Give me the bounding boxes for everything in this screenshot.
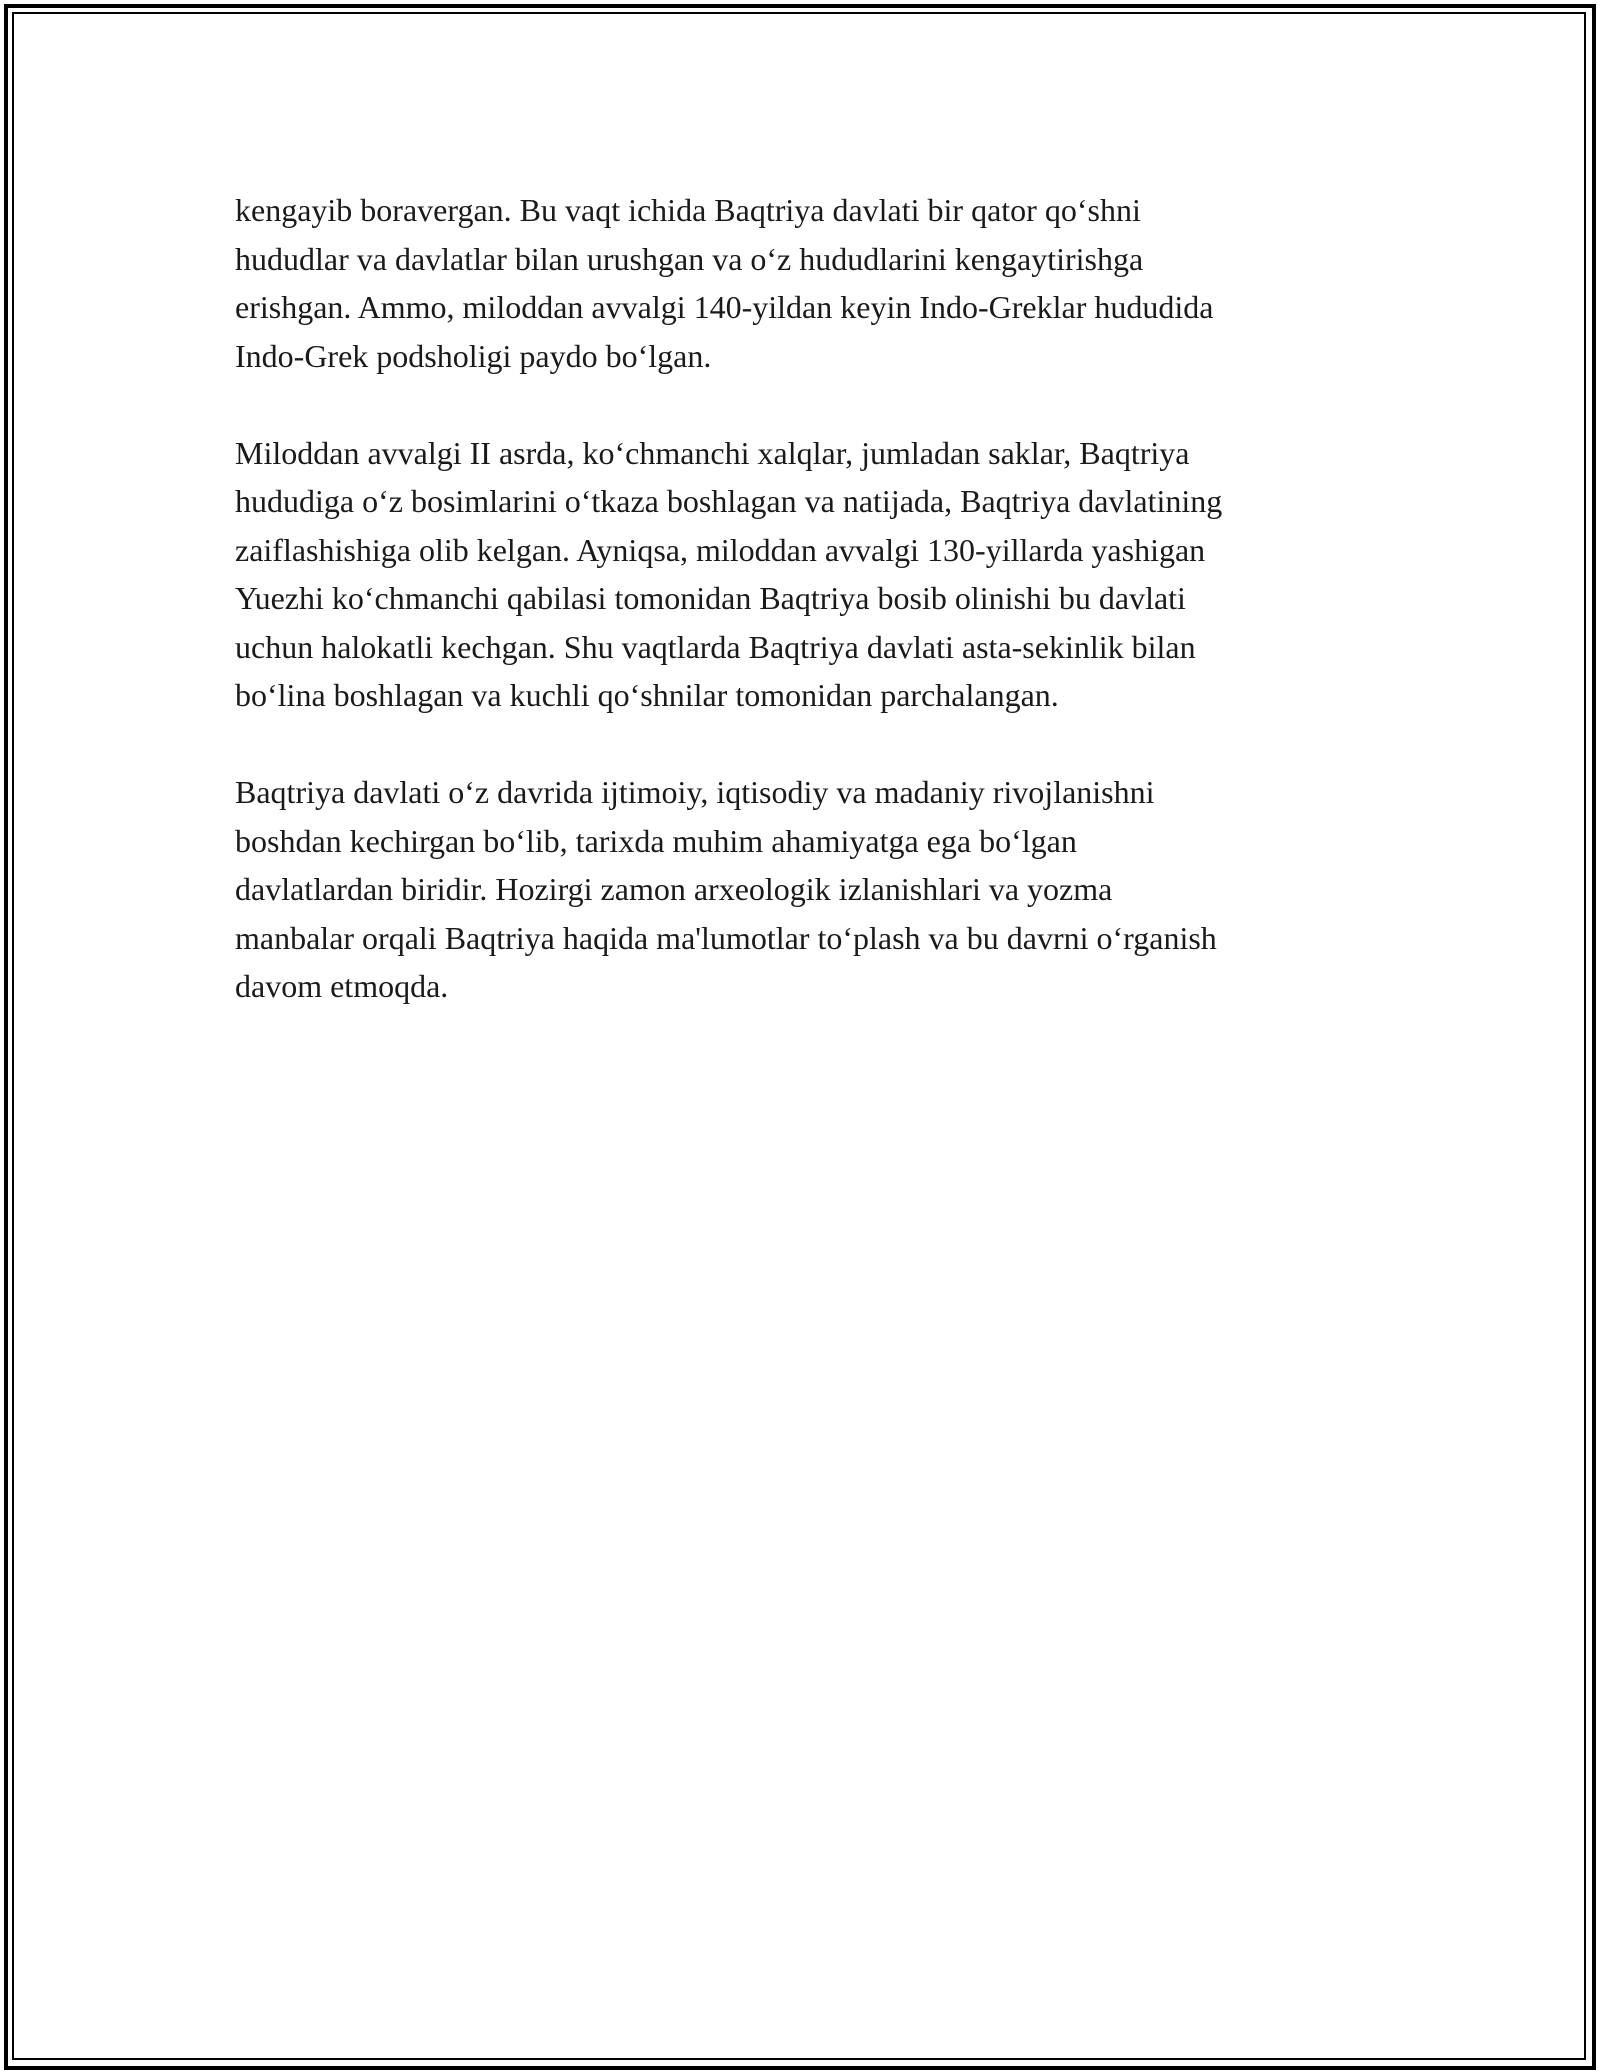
text-line: Yuezhi ko‘chmanchi qabilasi tomonidan Baqtriya bosib olinishi bu davlati — [235, 580, 1186, 616]
text-line: hududlar va davlatlar bilan urushgan va o‘z hududlarini kengaytirishga — [235, 240, 1144, 277]
text-line: bo‘lina boshlagan va kuchli qo‘shnilar tomonidan parchalangan. — [235, 677, 1059, 713]
text-line: erishgan. Ammo, miloddan avvalgi 140-yildan keyin Indo-Greklar hududida — [235, 289, 1214, 325]
paragraph-3 — [235, 768, 1395, 1011]
text-line: boshdan kechirgan bo‘lib, tarixda muhim ahamiyatga ega bo‘lgan — [235, 822, 1077, 859]
paragraph-2 — [235, 429, 1395, 720]
document-body — [235, 186, 1395, 1059]
text-line: Baqtriya davlati o‘z davrida ijtimoiy, iqtisodiy va madaniy rivojlanishni — [235, 774, 1155, 810]
text-line: kengayib boravergan. Bu vaqt ichida Baqtriya davlati bir qator qo‘shni — [235, 192, 1141, 228]
text-line: zaiflashishiga olib kelgan. Ayniqsa, miloddan avvalgi 130-yillarda yashigan — [235, 531, 1206, 568]
text-line: Miloddan avvalgi II asrda, ko‘chmanchi xalqlar, jumladan saklar, Baqtriya — [235, 434, 1190, 471]
text-line: davom etmoqda. — [235, 968, 449, 1004]
text-line: hududiga o‘z bosimlarini o‘tkaza boshlagan va natijada, Baqtriya davlatining — [235, 483, 1223, 519]
paragraph-1 — [235, 186, 1395, 380]
text-line: uchun halokatli kechgan. Shu vaqtlarda Baqtriya davlati asta-sekinlik bilan — [235, 628, 1196, 665]
text-line: davlatlardan biridir. Hozirgi zamon arxeologik izlanishlari va yozma — [235, 871, 1113, 907]
text-line: Indo-Grek podsholigi paydo bo‘lgan. — [235, 337, 712, 374]
text-line: manbalar orqali Baqtriya haqida ma'lumotlar to‘plash va bu davrni o‘rganish — [235, 919, 1217, 956]
